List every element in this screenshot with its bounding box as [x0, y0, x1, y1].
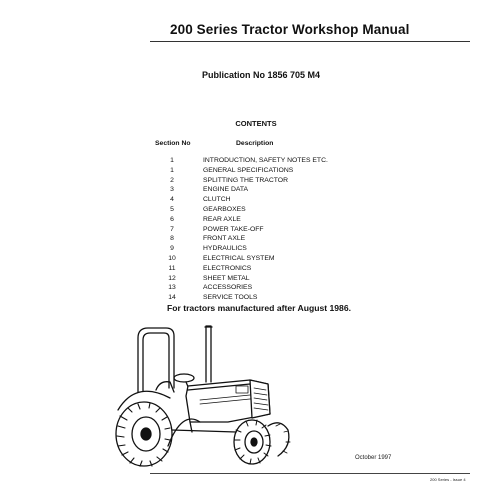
- contents-heading: CONTENTS: [235, 119, 277, 128]
- section-number: 14: [168, 294, 176, 302]
- section-description: HYDRAULICS: [203, 245, 247, 253]
- footer-reference: 200 Series - Issue 4: [430, 477, 466, 482]
- section-description: ELECTRICAL SYSTEM: [203, 254, 275, 262]
- contents-row: [150, 176, 470, 186]
- section-number: 7: [170, 225, 174, 233]
- contents-row: [150, 166, 470, 176]
- contents-row: [150, 293, 470, 303]
- contents-row: [150, 185, 470, 195]
- section-number: 5: [170, 205, 174, 213]
- contents-row: [150, 264, 470, 274]
- contents-row: [150, 283, 470, 293]
- section-number: 10: [168, 254, 176, 262]
- contents-row: [150, 195, 470, 205]
- section-number: 1: [170, 166, 174, 174]
- section-description: INTRODUCTION, SAFETY NOTES ETC.: [203, 157, 328, 164]
- section-number: 9: [170, 245, 174, 253]
- section-description: ENGINE DATA: [203, 186, 249, 194]
- manual-title: 200 Series Tractor Workshop Manual: [170, 22, 410, 37]
- manufacture-note: For tractors manufactured after August 1986.: [166, 303, 351, 313]
- contents-row: [150, 205, 470, 215]
- section-number: 12: [168, 274, 176, 282]
- section-number: 1: [170, 157, 174, 164]
- contents-row: [150, 274, 470, 284]
- contents-row: [150, 254, 470, 264]
- contents-row: [150, 234, 470, 244]
- header-rule: [150, 41, 470, 42]
- contents-list: [150, 156, 470, 303]
- section-number: 11: [168, 264, 176, 272]
- footer-rule: [150, 473, 470, 474]
- issue-date: October 1997: [355, 455, 392, 461]
- section-number: 6: [170, 215, 174, 223]
- tractor-illustration: [100, 318, 310, 468]
- section-no-column-header: Section No: [155, 140, 191, 147]
- contents-row: [150, 225, 470, 235]
- section-description: SPLITTING THE TRACTOR: [203, 176, 288, 184]
- contents-row: [150, 215, 470, 225]
- section-number: 8: [170, 235, 174, 243]
- section-description: GEARBOXES: [203, 205, 246, 213]
- section-number: 4: [170, 196, 174, 204]
- section-description: FRONT AXLE: [203, 235, 246, 243]
- section-description: ACCESSORIES: [203, 284, 253, 292]
- contents-row: [150, 244, 470, 254]
- section-number: 13: [168, 284, 176, 292]
- section-description: GENERAL SPECIFICATIONS: [203, 166, 294, 174]
- section-description: CLUTCH: [203, 196, 231, 204]
- section-number: 3: [170, 186, 174, 194]
- section-description: POWER TAKE-OFF: [203, 225, 264, 233]
- section-description: SERVICE TOOLS: [203, 294, 258, 302]
- contents-row: [150, 156, 470, 166]
- section-number: 2: [170, 176, 174, 184]
- section-description: REAR AXLE: [203, 215, 241, 223]
- section-description: SHEET METAL: [203, 274, 250, 282]
- publication-number: Publication No 1856 705 M4: [201, 70, 321, 80]
- section-description: ELECTRONICS: [203, 264, 252, 272]
- description-column-header: Description: [236, 140, 274, 147]
